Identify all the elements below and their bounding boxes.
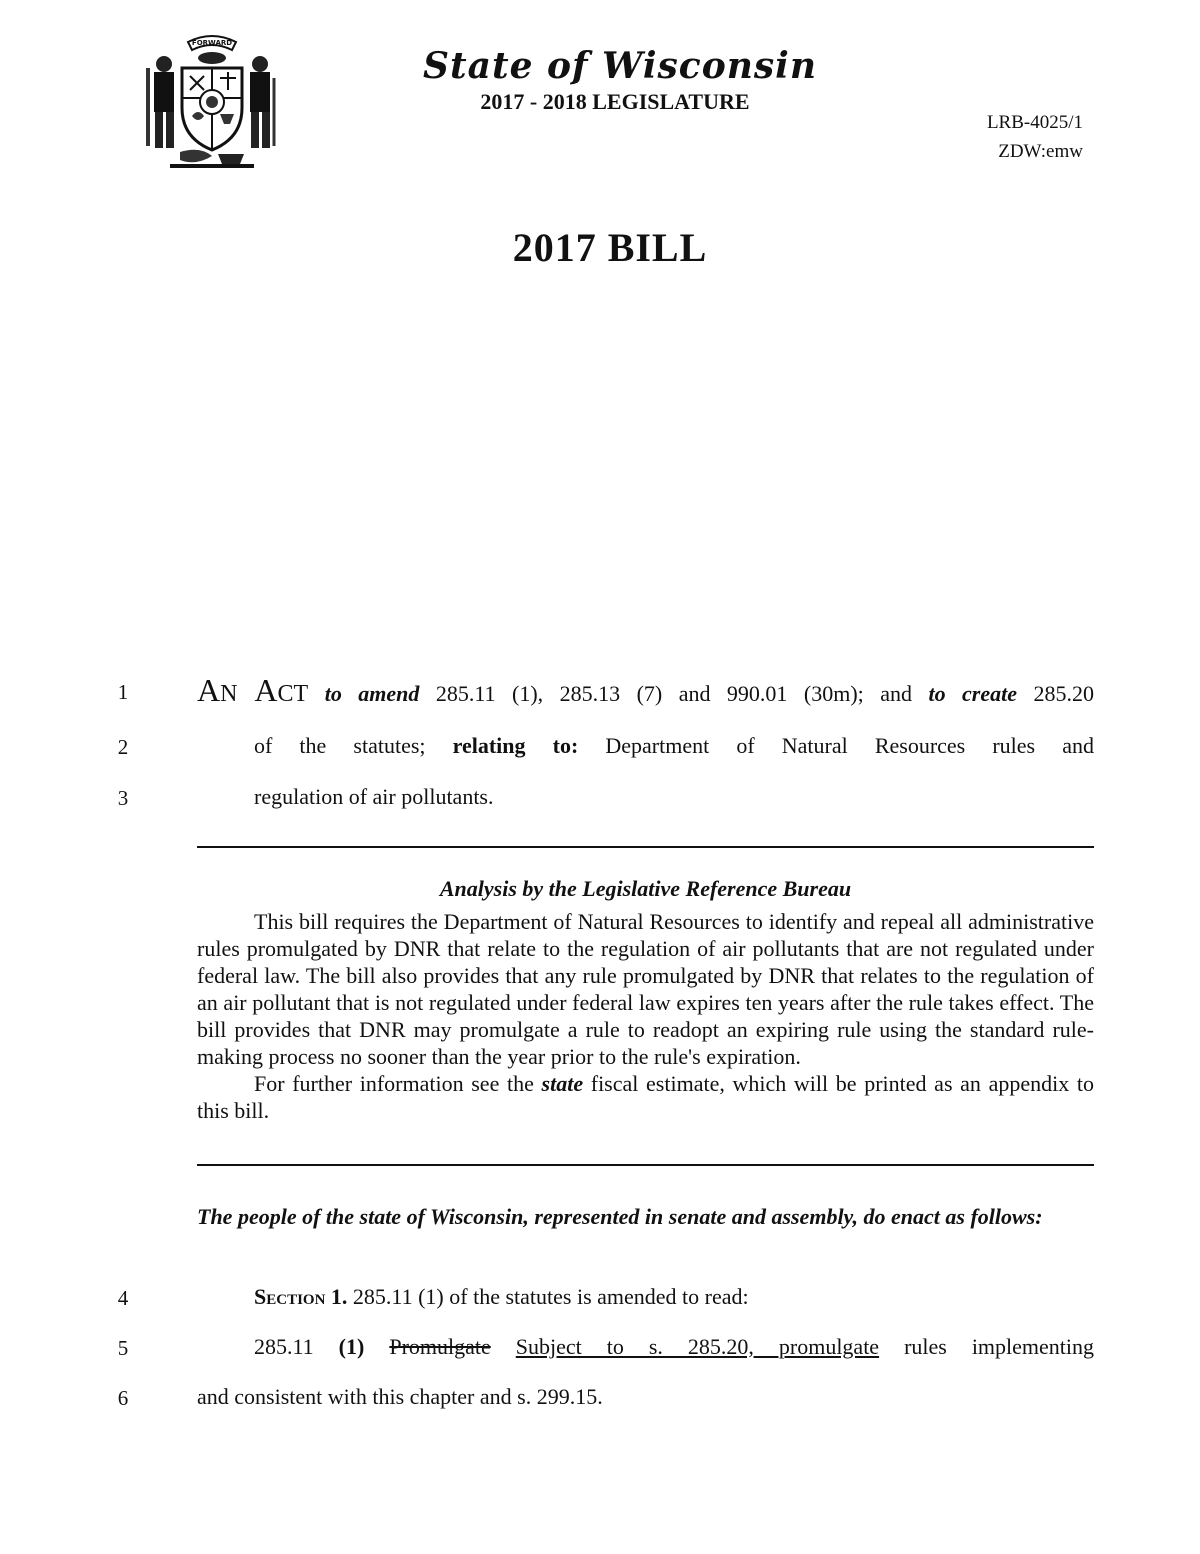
section-1-text-line-1 [254, 1334, 1094, 1360]
line-number: 6 [117, 1386, 129, 1410]
create-list: 285.20 [1017, 681, 1094, 706]
section-label: Section 1. [254, 1284, 348, 1309]
statute-number: 285.11 [254, 1334, 339, 1359]
wisconsin-state-seal [140, 28, 285, 170]
to-amend-phrase: to amend [324, 681, 420, 706]
line-number: 4 [117, 1286, 129, 1310]
section-heading-text: 285.11 (1) of the statutes is amended to read: [347, 1284, 749, 1309]
section-1-text-line-2: and consistent with this chapter and s. 299.15. [197, 1384, 603, 1409]
act-title-line-1 [197, 670, 1094, 714]
analysis-paragraph-2-pre: For further information see the [254, 1071, 542, 1096]
state-emphasis: state [541, 1071, 584, 1096]
line-number: 5 [117, 1336, 129, 1360]
analysis-paragraph-1: This bill requires the Department of Natural Resources to identify and repeal all administrative rules promulgated by DNR that relate to the regulation of air pollutants that are not regulated under federal law. The bill also provides that any rule promulgated by DNR that relates to the regulation of an air pollutant that is not regulated under federal law expires ten years after the rule takes effect. The bill provides that DNR may promulgate a rule to readopt an expiring rule using the standard rule-making process no sooner than the year prior to the rule's expiration. [197, 909, 1094, 1069]
inserted-text: Subject to s. 285.20, promulgate [515, 1334, 880, 1359]
analysis-paragraph-2 [197, 1070, 1094, 1124]
subsection-number: (1) [338, 1334, 365, 1359]
analysis-paragraph-2-post: fiscal estimate, which will be printed as an appendix to this bill. [197, 1071, 1094, 1123]
lrb-reference [987, 108, 1083, 166]
divider-bottom [197, 1164, 1094, 1166]
line-number: 1 [117, 680, 129, 704]
section-text-rest: rules implementing [879, 1334, 1095, 1359]
struck-text: Promulgate [389, 1334, 491, 1359]
seal-motto: FORWARD [191, 39, 233, 47]
line-number: 3 [117, 786, 129, 810]
bill-title: 2017 BILL [512, 225, 708, 270]
analysis-heading: Analysis by the Legislative Reference Bureau [439, 876, 852, 901]
state-title: State of Wisconsin [422, 45, 817, 87]
relating-to-label: relating to: [452, 733, 579, 758]
relating-to-text: Department of Natural Resources rules and [578, 733, 1094, 758]
divider-top [197, 846, 1094, 848]
drafter-initials: ZDW:emw [998, 141, 1083, 162]
line-number: 2 [117, 735, 129, 759]
act-act-rest: CT [277, 681, 325, 707]
enacting-clause: The people of the state of Wisconsin, represented in senate and assembly, do enact as follows: [197, 1204, 1043, 1229]
act-title-line-3: regulation of air pollutants. [254, 784, 494, 809]
section-1-heading [254, 1284, 749, 1310]
act-an-rest: N [220, 681, 255, 707]
lrb-number: LRB-4025/1 [986, 112, 1083, 133]
amend-list: 285.11 (1), 285.13 (7) and 990.01 (30m); and [419, 681, 929, 706]
analysis-body [197, 908, 1094, 1124]
statutes-phrase: of the statutes; [254, 733, 453, 758]
act-an-initial: A [197, 672, 221, 708]
act-title-line-2 [254, 733, 1094, 759]
seal-illustration [140, 28, 285, 170]
to-create-phrase: to create [928, 681, 1018, 706]
legislature-session: 2017 - 2018 LEGISLATURE [480, 89, 750, 114]
act-act-initial: A [254, 672, 278, 708]
